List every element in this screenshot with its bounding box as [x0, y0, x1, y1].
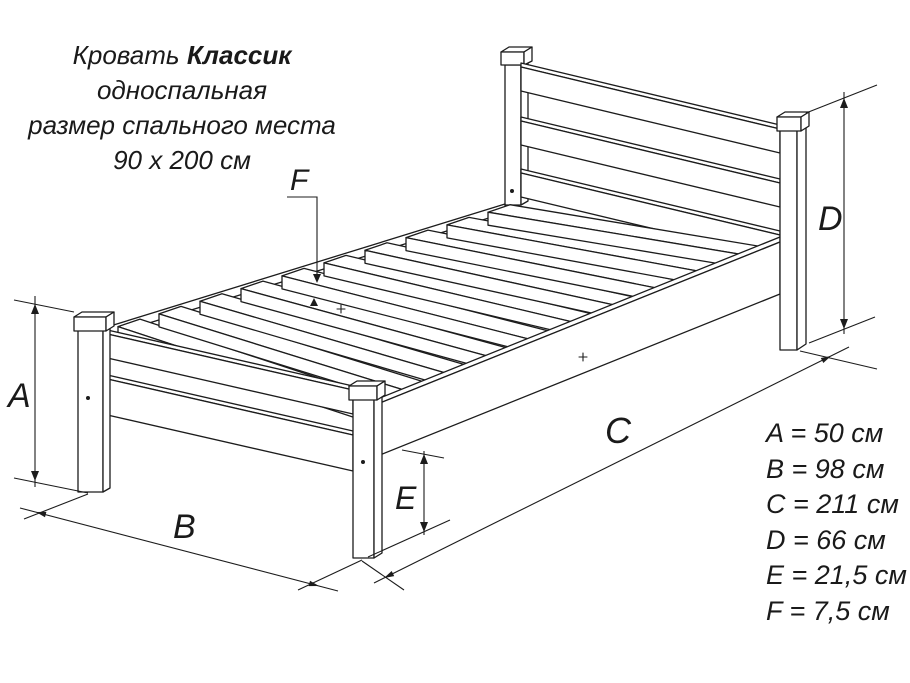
headboard-right-post [777, 112, 809, 350]
drawing-shape [806, 85, 877, 113]
drawing-shape [374, 394, 382, 558]
title-product-prefix: Кровать [72, 40, 187, 70]
drawing-shape [78, 330, 103, 492]
drawing-shape [309, 581, 319, 586]
legend-item-f: F = 7,5 см [766, 595, 890, 626]
drawing-shape [14, 478, 88, 493]
drawing-shape [349, 386, 377, 400]
drawing-shape [353, 399, 374, 558]
drawing-shape [800, 351, 877, 369]
dimension-e-label: E [395, 480, 417, 516]
drawing-shape [103, 326, 110, 492]
drawing-shape [24, 494, 88, 519]
dimension-d-label: D [818, 200, 843, 238]
drawing-shape [780, 130, 797, 350]
drawing-shape [777, 117, 801, 131]
title-product-name: Классик [186, 40, 292, 70]
dimension-d [806, 85, 877, 343]
legend-item-b: B = 98 см [766, 453, 885, 484]
legend-item-d: D = 66 см [766, 524, 886, 555]
drawing-shape [14, 300, 74, 312]
dimension-b-label: B [173, 508, 196, 546]
drawing-shape [36, 512, 46, 517]
drawing-shape [361, 460, 365, 464]
footboard-right-post [349, 381, 385, 558]
drawing-shape [31, 471, 39, 481]
drawing-shape [797, 125, 806, 350]
drawing-shape [505, 65, 521, 205]
drawing-shape [384, 571, 394, 578]
legend-item-c: C = 211 см [766, 489, 899, 519]
title-line-type: односпальная [96, 75, 268, 105]
title-line-size-value: 90 х 200 см [113, 145, 251, 175]
drawing-shape [821, 356, 831, 363]
title-line-size-caption: размер спального места [28, 110, 336, 140]
drawing-shape [298, 560, 362, 590]
drawing-shape [840, 319, 848, 329]
drawing-shape [510, 189, 514, 193]
dimension-legend [766, 416, 907, 629]
dimension-b [20, 494, 362, 591]
footboard-left-post [74, 312, 114, 492]
dimension-f-label: F [290, 164, 309, 197]
drawing-shape [86, 396, 90, 400]
legend-item-e: E = 21,5 см [766, 560, 907, 590]
drawing-shape [362, 561, 404, 590]
drawing-shape [420, 454, 428, 464]
legend-item-a: A = 50 см [766, 418, 884, 448]
dimension-c-label: C [605, 410, 631, 451]
drawing-shape [31, 304, 39, 314]
drawing-shape [74, 317, 106, 331]
dimension-a-label: A [8, 377, 31, 415]
